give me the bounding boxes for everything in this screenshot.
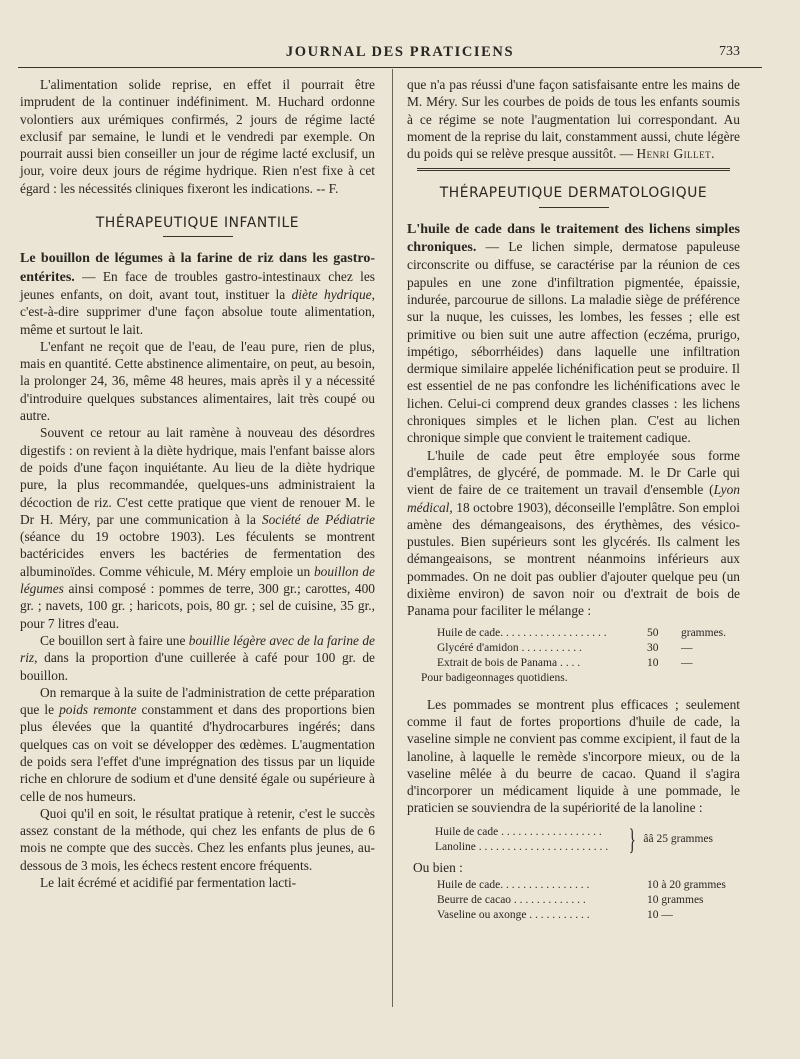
section-rule bbox=[163, 236, 233, 237]
recipe-row: Huile de cade. . . . . . . . . . . . . . . . . . . 50 grammes. bbox=[437, 626, 727, 639]
recipe-quantity: ââ 25 grammes bbox=[643, 833, 714, 846]
recipe-table bbox=[437, 878, 726, 923]
recipe-note: Pour badigeonnages quotidiens. bbox=[421, 671, 568, 684]
ou-bien-label: Ou bien : bbox=[413, 859, 463, 875]
brace-glyph: } bbox=[628, 822, 636, 856]
header-rule bbox=[18, 67, 762, 68]
paragraph: Ce bouillon sert à faire une bouillie légère avec de la farine de riz, dans la proportion d'une cuillerée à café pour 100 gr. de bouillon. bbox=[20, 632, 375, 683]
paragraph: Les pommades se montrent plus efficaces ; seulement comme il faut de fortes proportions d'huile de cade, la vaseline simple ne convient pas comme excipient, il faut de la lanoline, à laquelle le remède s'incorpore mieux, ou de la vaseline mêlée à du beurre de cacao. Quand il s'agira d'incorporer un médicament liquide à une pommade, le praticien se souviendra de la supériorité de la lanoline : bbox=[407, 696, 740, 816]
recipe-brace-block: Huile de cade . . . . . . . . . . . . . . . . . . Lanoline . . . . . . . . . . . . . . . . . . . . . . . } ââ 25 grammes bbox=[435, 822, 714, 856]
recipe-row: Glycéré d'amidon . . . . . . . . . . . 30 — bbox=[437, 641, 693, 654]
section-rule bbox=[539, 207, 609, 208]
recipe-row: Huile de cade. . . . . . . . . . . . . . . . 10 à 20 grammes bbox=[437, 878, 726, 891]
paragraph: L'huile de cade peut être employée sous forme d'emplâtres, de glycéré, de pommade. M. le Dr Carle qui vient de faire de ce traitement un travail d'ensemble (Lyon médical, 18 octobre 1903), déconseille l'emplâtre. Son emploi amène des démangeaisons, des érythèmes, des vésico-pustules. Bien supérieurs sont les glycérés. Ils calment les démangeaisons, se montrent néanmoins inférieurs aux pommades. On ne doit pas oublier d'ajouter quelque peu (un dixième environ) de savon noir ou d'extrait de bois de Panama pour faciliter le mélange : bbox=[407, 447, 740, 619]
signature: Henri Gillet. bbox=[636, 146, 715, 162]
paragraph: que n'a pas réussi d'une façon satisfaisante entre les mains de M. Méry. Sur les courbes de poids de tous les enfants soumis à ce régime se note l'augmentation lui correspondant. Au moment de la reprise du lait, constamment aussi, chute légère du poids qui se relève presque aussitôt. — Henri Gillet. bbox=[407, 77, 740, 162]
recipe-row: Vaseline ou axonge . . . . . . . . . . . 10 — bbox=[437, 908, 673, 921]
right-column bbox=[392, 76, 740, 923]
page-header bbox=[0, 44, 800, 68]
recipe-row: Extrait de bois de Panama . . . . 10 — bbox=[437, 656, 693, 669]
page-number: 733 bbox=[719, 44, 740, 59]
section-title-infantile: THÉRAPEUTIQUE INFANTILE bbox=[95, 215, 300, 232]
recipe-table bbox=[437, 626, 726, 671]
recipe-row: Beurre de cacao . . . . . . . . . . . . . 10 grammes bbox=[437, 893, 704, 906]
section-title-dermatologique: THÉRAPEUTIQUE DERMATOLOGIQUE bbox=[439, 185, 708, 202]
paragraph: Le bouillon de légumes à la farine de riz dans les gastro-entérites. — En face de troubles gastro-intestinaux chez les jeunes enfants, on doit, avant tout, instituer la diète hydrique, c'est-à-dire supprimer d'une façon absolue toute alimentation, même et surtout le lait. bbox=[20, 251, 375, 337]
paragraph: L'enfant ne reçoit que de l'eau, de l'eau pure, rien de plus, mais en quantité. Cette abstinence alimentaire, on peut, au besoin, la prolonger 24, 36, même 48 heures, mais après il y a nécessité d'introduire quelques substances alimentaires, lait très coupé ou autre. bbox=[20, 338, 375, 424]
paragraph: L'huile de cade dans le traitement des lichens simples chroniques. — Le lichen simple, dermatose papuleuse circonscrite ou diffuse, se caractérise par la réunion de ces papules en une zone d'infiltration pigmentée, épaissie, indurée, parcourue de sillons. La maladie siège de préférence sur la nuque, les cuisses, les lombes, les fesses ; elle est primitive ou bien suit une autre affection (eczéma, prurigo, impétigo, séborrhéides) dans laquelle une infiltration dermique similaire appelée lichénification peut se produire. Il est essentiel de ne pas confondre les lichénifications avec le lichen. Celui-ci comprend deux grandes classes : les lichens chroniques simples et le lichen plan. C'est au lichen chronique simple que convient le traitement cadique. bbox=[407, 221, 740, 446]
paragraph: Souvent ce retour au lait ramène à nouveau des désordres digestifs : on revient à la diète hydrique, mais l'enfant baisse alors de poids d'une façon inquiétante. Au lieu de la diète hydrique pure, la plus recommandée, quelques-uns administraient la décoction de riz. C'est cette pratique que vient de renouer M. le Dr H. Méry, par une communication à la Société de Pédiatrie (séance du 19 octobre 1903). Les féculents se montrent bactéricides envers les bactéries de fermentation des albuminoïdes. Comme véhicule, M. Méry emploie un bouillon de légumes ainsi composé : pommes de terre, 300 gr.; carottes, 400 gr. ; navets, 100 gr. ; haricots, pois, 80 gr. ; sel de cuisine, 35 gr., pour 7 litres d'eau. bbox=[20, 425, 376, 631]
left-column bbox=[20, 76, 375, 891]
paragraph: Quoi qu'il en soit, le résultat pratique à retenir, c'est le succès assez constant de la méthode, qui chez les enfants de plus de 6 mois ne compte que des succès. Chez les enfants plus jeunes, au-dessous de 3 mois, les échecs restent encore fréquents. bbox=[20, 805, 375, 873]
double-rule bbox=[417, 168, 730, 171]
article-lead: L'huile de cade dans le traitement des lichens simples chroniques. bbox=[407, 221, 740, 256]
journal-title: JOURNAL DES PRATICIENS bbox=[285, 44, 515, 60]
paragraph: L'alimentation solide reprise, en effet il pourrait être imprudent de la continuer indéfiniment. M. Huchard ordonne volontiers aux urémiques confirmés, 2 jours de régime lacté exclusif par semaine, le lundi et le vendredi par exemple. On pourrait aussi bien conseiller un jour de régime lacté exclusif, un jour, voire deux jours de régime hydrique. Rien n'est fixe à cet égard : les nécessités cliniques fixeront les indications. -- F. bbox=[20, 77, 375, 196]
paragraph: Le lait écrémé et acidifié par fermentation lacti- bbox=[40, 875, 297, 891]
paragraph: On remarque à la suite de l'administration de cette préparation que le poids remonte constamment et dans des proportions bien plus élevées que la quantité d'hydrocarbures ingérés; dans quelques cas on voit se développer des œdèmes. L'augmentation de poids sera l'effet d'une imprégnation des tissus par un liquide riche en chlorure de sodium et d'une densité égale ou supérieure à celle de nos humeurs. bbox=[20, 684, 375, 804]
article-lead: Le bouillon de légumes à la farine de riz dans les gastro-entérites. bbox=[20, 251, 375, 285]
